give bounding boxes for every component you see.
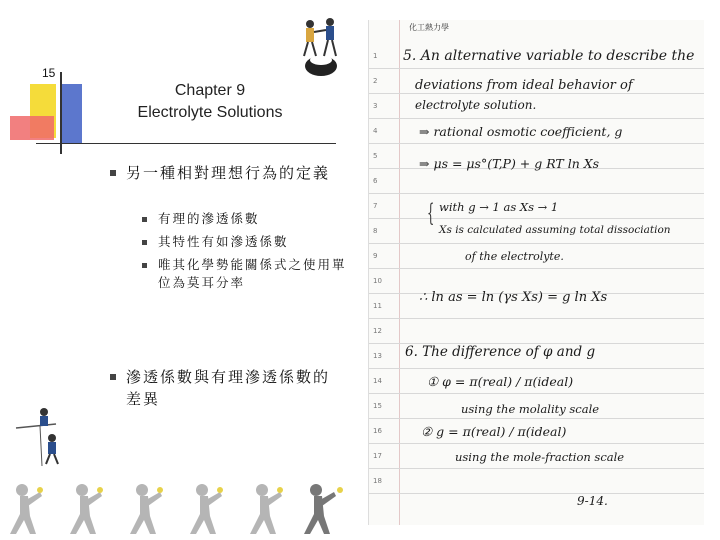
sub-bullet-2: 其特性有如滲透係數	[158, 234, 289, 249]
line-number: 1	[373, 52, 378, 60]
decor-red-block	[10, 116, 54, 140]
note-line: of the electrolyte.	[465, 250, 564, 263]
note-line: using the mole-fraction scale	[455, 450, 625, 464]
line-number: 13	[373, 352, 382, 360]
decor-horizontal-line	[36, 143, 336, 144]
sub-bullet-3: 唯其化學勢能關係式之使用單位為莫耳分率	[158, 257, 347, 290]
line-number: 11	[373, 302, 382, 310]
note-line: with g → 1 as Xs → 1	[439, 200, 559, 214]
note-line: ① φ = π(real) / π(ideal)	[427, 374, 574, 389]
line-number: 17	[373, 452, 382, 460]
bullet-main-1: 另一種相對理想行為的定義	[126, 164, 331, 182]
notes-header: 化工熱力學	[409, 23, 449, 32]
note-line: Xs is calculated assuming total dissociation	[439, 224, 671, 236]
line-number: 12	[373, 327, 382, 335]
line-number: 16	[373, 427, 382, 435]
bullet-marker	[110, 374, 116, 380]
sub-bullet-marker	[142, 240, 147, 245]
note-line: ⇒ rational osmotic coefficient, g	[419, 124, 623, 139]
line-number: 18	[373, 477, 382, 485]
note-line: deviations from ideal behavior of	[415, 78, 633, 93]
line-number: 6	[373, 177, 378, 185]
note-line: electrolyte solution.	[415, 98, 537, 112]
ruled-line	[369, 318, 704, 319]
ruled-line	[369, 243, 704, 244]
bullet-marker	[110, 170, 116, 176]
note-line: ⇒ μs = μs°(T,P) + g RT ln Xs	[419, 156, 600, 171]
ruled-line	[369, 393, 704, 394]
ruled-line	[369, 443, 704, 444]
ruled-line	[369, 493, 704, 494]
bullet-main-2: 滲透係數與有理滲透係數的差異	[126, 368, 331, 408]
ruled-line	[369, 368, 704, 369]
note-line: 6. The difference of φ and g	[405, 344, 596, 360]
title-line-1: Chapter 9	[174, 82, 246, 99]
line-number: 10	[373, 277, 382, 285]
note-line: using the molality scale	[461, 402, 600, 416]
sub-bullet-marker	[142, 217, 147, 222]
ruled-line	[369, 468, 704, 469]
ruled-line	[369, 418, 704, 419]
notes-margin-line	[399, 20, 400, 525]
decor-blue-block	[60, 84, 82, 144]
line-number: 3	[373, 102, 378, 110]
line-number: 9	[373, 252, 378, 260]
line-number: 15	[373, 402, 382, 410]
ruled-line	[369, 268, 704, 269]
note-line: 5. An alternative variable to describe the	[403, 48, 695, 64]
ruled-line	[369, 218, 704, 219]
brace-icon: {	[427, 198, 435, 228]
decor-vertical-line	[60, 72, 62, 154]
ruled-line	[369, 118, 704, 119]
note-line: ∴ ln as = ln (γs Xs) = g ln Xs	[419, 290, 608, 305]
line-number: 4	[373, 127, 378, 135]
line-number: 8	[373, 227, 378, 235]
slide-number: 15	[42, 66, 56, 80]
ruled-line	[369, 93, 704, 94]
climber-rope-illustration	[10, 402, 60, 468]
line-number: 7	[373, 202, 378, 210]
sub-bullet-1: 有理的滲透係數	[158, 211, 260, 226]
note-line: ② g = π(real) / π(ideal)	[421, 424, 567, 439]
handwritten-notes-page	[368, 20, 704, 525]
ruled-line	[369, 68, 704, 69]
title-line-2: Electrolyte Solutions	[137, 104, 283, 121]
notes-page-label: 9-14.	[577, 494, 608, 508]
line-number: 5	[373, 152, 378, 160]
sub-bullet-marker	[142, 263, 147, 268]
ruled-line	[369, 143, 704, 144]
runners-strip-illustration	[0, 482, 360, 540]
climbers-illustration-top	[296, 14, 346, 84]
line-number: 2	[373, 77, 378, 85]
ruled-line	[369, 193, 704, 194]
line-number: 14	[373, 377, 382, 385]
slide-title	[100, 80, 320, 124]
